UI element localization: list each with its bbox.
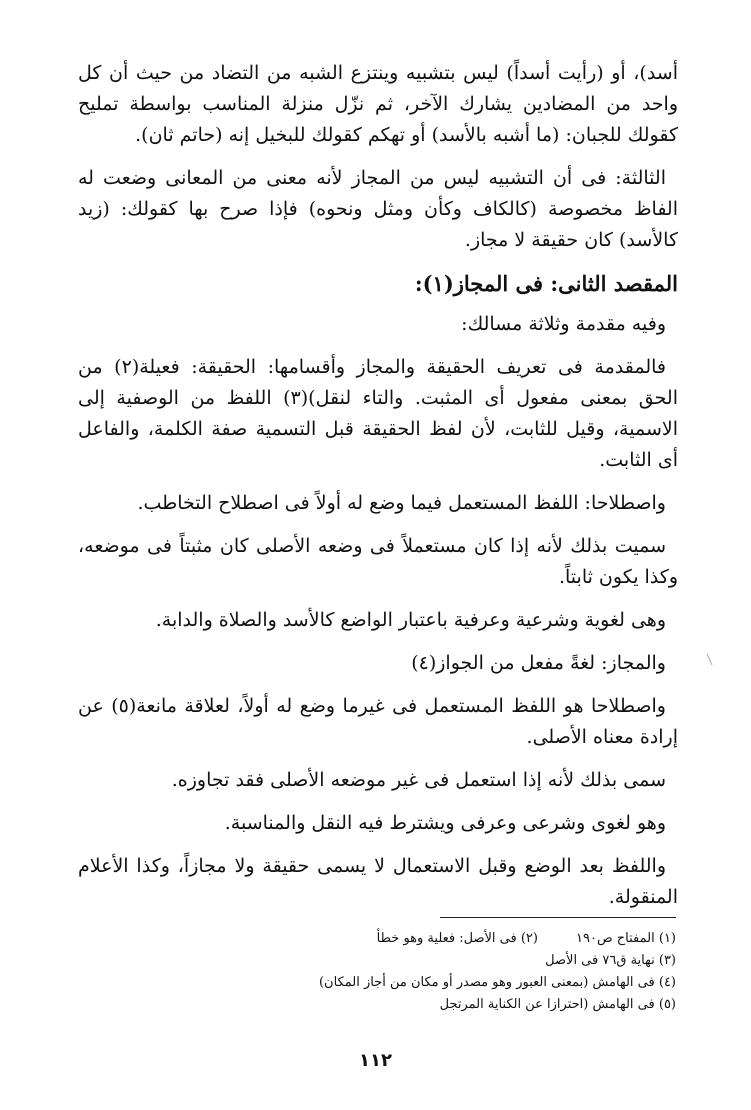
paragraph-introduction-definition: فالمقدمة فى تعريف الحقيقة والمجاز وأقسامها: الحقيقة: فعيلة(٢) من الحق بمعنى مفعول أى المثبت. والتاء لنقل)(٣) اللفظ من الوصفية إلى الاسمية، وقيل للثابت، لأن لفظ الحقيقة قبل التسمية صفة الكلمة، والفاعل أى الثابت. <box>78 356 678 471</box>
footnote-4: (٤) فى الهامش (بمعنى العبور وهو مصدر أو مكان من أجاز المكان) <box>318 975 676 990</box>
section-heading: المقصد الثانى: فى المجاز(١): <box>414 271 678 296</box>
footnotes <box>300 928 676 1016</box>
paragraph-haqiqa-terminology: واصطلاحا: اللفظ المستعمل فيما وضع له أولاً فى اصطلاح التخاطب. <box>137 492 666 514</box>
paragraph-section-intro: وفيه مقدمة وثلاثة مسالك: <box>461 313 666 335</box>
paragraph-majaz-types: وهو لغوى وشرعى وعرفى ويشترط فيه النقل والمناسبة. <box>224 812 666 834</box>
main-text <box>78 58 678 925</box>
footnote-5: (٥) فى الهامش (احترازا عن الكناية المرتجل <box>439 997 676 1012</box>
footnote-separator <box>440 917 676 918</box>
footnote-1: (١) المفتاح ص١٩٠ <box>575 931 676 946</box>
paragraph-majaz-linguistic: والمجاز: لغةً مفعل من الجواز(٤) <box>411 652 666 674</box>
footnote-2: (٢) فى الأصل: فعلية وهو خطأ <box>376 931 538 946</box>
footnote-3: (٣) نهاية ق٧٦ فى الأصل <box>545 953 676 968</box>
paragraph-majaz-naming: سمى بذلك لأنه إذا استعمل فى غير موضعه الأصلى فقد تجاوزه. <box>171 769 666 791</box>
paragraph-haqiqa-types: وهى لغوية وشرعية وعرفية باعتبار الواضع كالأسد والصلاة والدابة. <box>155 609 666 631</box>
paragraph-haqiqa-naming: سميت بذلك لأنه إذا كان مستعملاً فى وضعه الأصلى كان مثبتاً فى موضعه، وكذا يكون ثابتاً. <box>78 535 678 588</box>
paragraph-third-point: الثالثة: فى أن التشبيه ليس من المجاز لأنه معنى من المعانى وضعت له الفاظ مخصوصة (كالكاف وكأن ومثل ونحوه) فإذا صرح بها كقولك: (زيد كالأسد) كان حقيقة لا مجاز. <box>78 167 678 251</box>
footnote-row <box>300 928 676 950</box>
paragraph-continuation: أسد)، أو (رأيت أسداً) ليس بتشبيه وينتزع الشبه من التضاد من حيث أن كل واحد من المضادين يشارك الآخر، ثم نزّل منزلة المناسب بواسطة تمليح كقولك للجبان: (ما أشبه بالأسد) أو تهكم كقولك للبخيل إنه (حاتم ثان). <box>78 62 678 146</box>
scan-mark <box>706 653 714 667</box>
paragraph-word-before-use: واللفظ بعد الوضع وقبل الاستعمال لا يسمى حقيقة ولا مجازاً، وكذا الأعلام المنقولة. <box>78 855 678 908</box>
page-number: ١١٢ <box>359 1050 392 1071</box>
paragraph-majaz-terminology: واصطلاحا هو اللفظ المستعمل فى غيرما وضع له أولاً، لعلاقة مانعة(٥) عن إرادة معناه الأصلى. <box>78 695 678 748</box>
